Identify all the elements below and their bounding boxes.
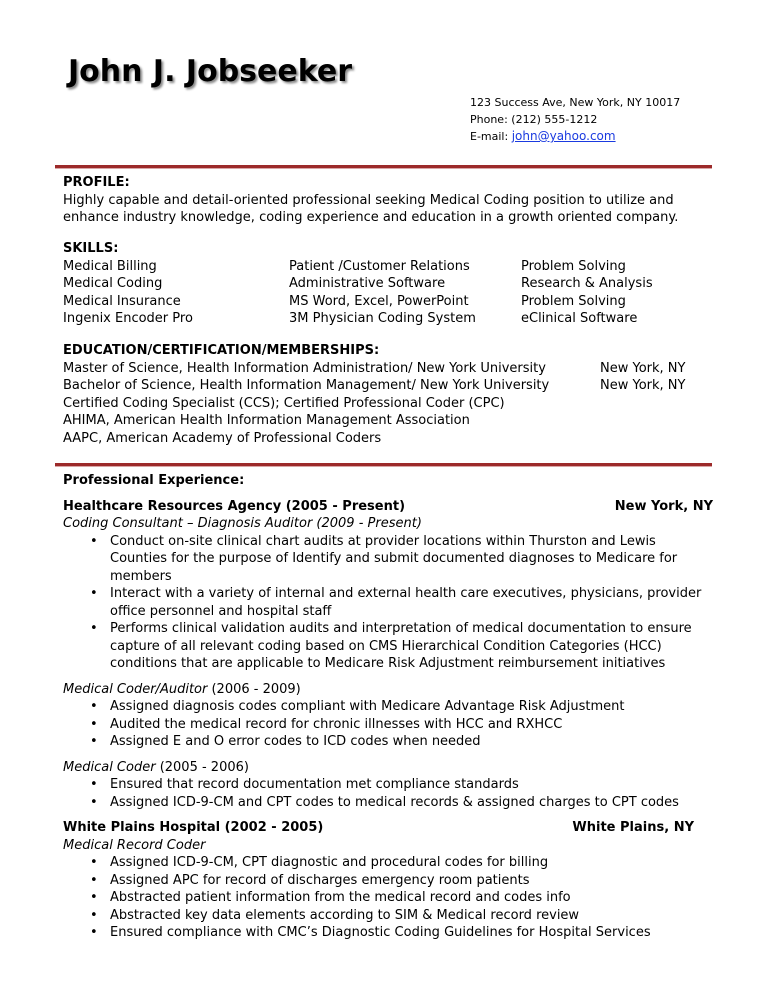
skills-column-1 xyxy=(63,258,193,328)
section-divider xyxy=(55,463,712,467)
skill-item: eClinical Software xyxy=(521,311,638,326)
contact-block xyxy=(470,94,680,145)
bullet-item: • Conduct on-site clinical chart audits at provider locations within Thurston and Lewis Counties for the purpose of Identify and submit documented diagnoses to Medicare for members xyxy=(110,533,713,586)
education-text: Bachelor of Science, Health Information Management/ New York University xyxy=(63,378,550,393)
skills-heading: SKILLS: xyxy=(63,241,119,256)
role-bullets xyxy=(63,854,713,942)
skill-item: Problem Solving xyxy=(521,258,626,274)
role-bullets xyxy=(63,776,713,811)
section-divider xyxy=(55,165,712,169)
experience-heading: Professional Experience: xyxy=(63,473,245,488)
email-link[interactable]: john@yahoo.com xyxy=(511,129,616,143)
education-heading: EDUCATION/CERTIFICATION/MEMBERSHIPS: xyxy=(63,343,380,358)
role-dates: (2006 - 2009) xyxy=(207,681,301,697)
bullet-item: • Audited the medical record for chronic illnesses with HCC and RXHCC xyxy=(110,716,713,734)
job-location: New York, NY xyxy=(614,498,713,514)
skill-item: Medical Insurance xyxy=(63,293,181,309)
phone: Phone: (212) 555-1212 xyxy=(470,113,598,126)
bullet-item: • Assigned E and O error codes to ICD codes when needed xyxy=(110,733,713,751)
employer: Healthcare Resources Agency (2005 - Present) xyxy=(63,498,406,514)
bullet-item: • Abstracted key data elements according to SIM & Medical record review xyxy=(110,907,713,925)
bullet-item: • Ensured compliance with CMC’s Diagnostic Coding Guidelines for Hospital Services xyxy=(110,924,713,942)
role-title-text: Medical Coder/Auditor xyxy=(63,681,208,697)
job-header xyxy=(63,498,713,516)
bullet-item: • Performs clinical validation audits and interpretation of medical documentation to ensure capture of all relevant coding based on CMS Hierarchical Condition Categories (HCC) conditions that are applicable to Medicare Risk Adjustment reimbursement initiatives xyxy=(110,620,713,673)
bullet-item: • Interact with a variety of internal and external health care executives, physicians, provider office personnel and hospital staff xyxy=(110,585,713,620)
address: 123 Success Ave, New York, NY 10017 xyxy=(470,96,681,109)
skills-column-2 xyxy=(289,258,476,328)
skill-item: 3M Physician Coding System xyxy=(289,311,476,326)
bullet-item: • Ensured that record documentation met compliance standards xyxy=(110,776,713,794)
email-label: E-mail: xyxy=(470,130,509,143)
employer: White Plains Hospital (2002 - 2005) xyxy=(63,820,324,835)
profile-text: Highly capable and detail-oriented professional seeking Medical Coding position to utilize and enhance industry knowledge, coding experience and education in a growth oriented company. xyxy=(63,192,679,225)
skill-item: Research & Analysis xyxy=(521,276,653,291)
education-text: AHIMA, American Health Information Management Association xyxy=(63,413,470,428)
skill-item: MS Word, Excel, PowerPoint xyxy=(289,293,469,309)
education-text: Certified Coding Specialist (CCS); Certified Professional Coder (CPC) xyxy=(63,395,505,411)
role-bullets xyxy=(63,698,713,751)
profile-section xyxy=(63,174,713,227)
experience-section xyxy=(63,472,713,942)
education-item xyxy=(63,360,713,378)
skills-column-3 xyxy=(521,258,653,328)
education-item xyxy=(63,430,713,448)
bullet-item: • Abstracted patient information from the medical record and codes info xyxy=(110,889,713,907)
skill-item: Medical Coding xyxy=(63,276,163,291)
skill-item: Administrative Software xyxy=(289,276,446,291)
email-line xyxy=(470,128,680,145)
skill-item: Medical Billing xyxy=(63,258,157,274)
role-title-text: Medical Coder xyxy=(63,759,156,775)
skill-item: Patient /Customer Relations xyxy=(289,258,470,274)
education-location: New York, NY xyxy=(600,360,686,376)
skills-section xyxy=(63,240,713,330)
profile-heading: PROFILE: xyxy=(63,175,130,190)
education-section xyxy=(63,342,713,447)
education-item xyxy=(63,412,713,430)
bullet-item: • Assigned ICD-9-CM, CPT diagnostic and procedural codes for billing xyxy=(110,854,713,872)
role-bullets xyxy=(63,533,713,673)
job-location: White Plains, NY xyxy=(572,820,694,835)
skill-item: Ingenix Encoder Pro xyxy=(63,311,193,326)
job-header xyxy=(63,819,694,837)
education-text: AAPC, American Academy of Professional Coders xyxy=(63,430,382,446)
bullet-item: • Assigned ICD-9-CM and CPT codes to medical records & assigned charges to CPT codes xyxy=(110,794,713,812)
candidate-name: John J. Jobseeker xyxy=(68,54,353,89)
education-item xyxy=(63,377,713,395)
role-title: Coding Consultant – Diagnosis Auditor (2009 - Present) xyxy=(63,516,422,531)
role-title: Medical Record Coder xyxy=(63,837,206,853)
education-item xyxy=(63,395,713,413)
bullet-item: • Assigned APC for record of discharges emergency room patients xyxy=(110,872,713,890)
bullet-item: • Assigned diagnosis codes compliant with Medicare Advantage Risk Adjustment xyxy=(110,698,713,716)
skill-item: Problem Solving xyxy=(521,293,626,309)
role-title xyxy=(63,681,713,699)
role-dates: (2005 - 2006) xyxy=(155,759,249,775)
education-location: New York, NY xyxy=(600,378,686,393)
education-text: Master of Science, Health Information Administration/ New York University xyxy=(63,360,546,376)
role-title xyxy=(63,759,713,777)
skills-columns xyxy=(63,258,713,330)
